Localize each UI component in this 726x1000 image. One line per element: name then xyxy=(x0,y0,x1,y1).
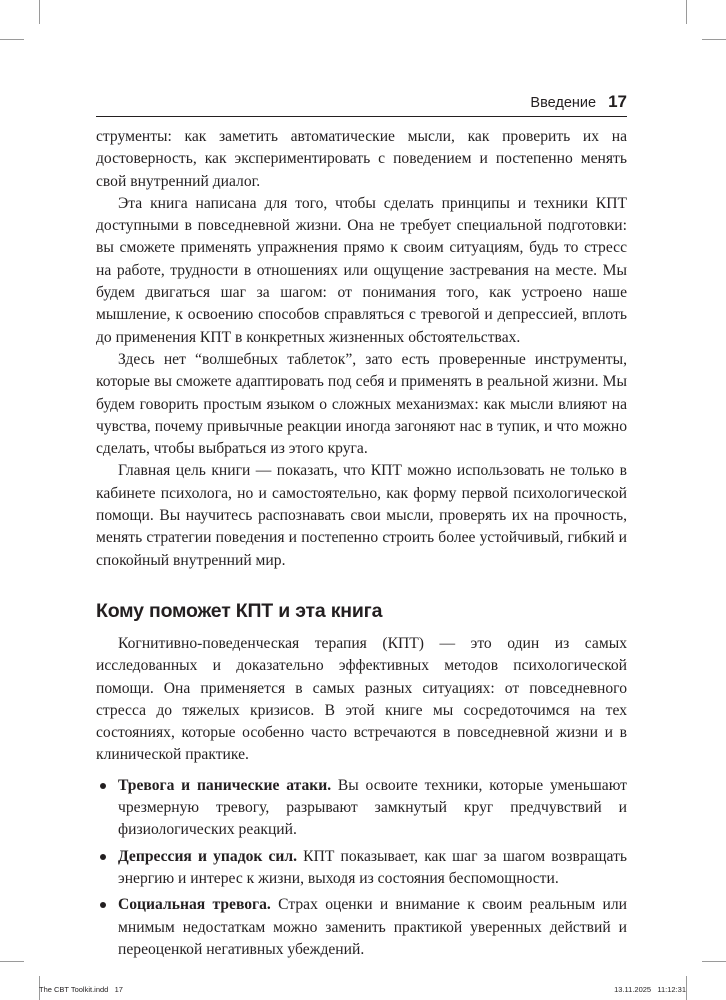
crop-mark xyxy=(686,976,687,1000)
list-item xyxy=(96,846,627,891)
bullet-icon xyxy=(100,783,106,789)
paragraph: струменты: как заметить автоматические мысли, как проверить их на достоверность, как экспериментировать с поведением и постепенно менять свой внутренний диалог. xyxy=(96,128,627,190)
slug-filename: The CBT Toolkit.indd 17 xyxy=(39,985,123,994)
page-number: 17 xyxy=(608,92,627,111)
crop-mark xyxy=(686,0,687,24)
paragraph: Эта книга написана для того, чтобы сделать принципы и техники КПТ доступными в повседневной жизни. Она не требует специальной подготовки: вы сможете применять упражнения прямо к своим ситуациям, будь то стресс на работе, трудности в отношениях или ощущение застревания на месте. Мы будем двигаться шаг за шагом: от понимания того, как устроено наше мышление, к освоению способов справляться с тревогой и депрессией, вплоть до применения КПТ в конкретных жизненных обстоятельствах. xyxy=(96,194,627,346)
list-item-term: Социальная тревога. xyxy=(118,896,271,914)
running-head-section: Введение xyxy=(530,95,597,111)
crop-mark xyxy=(0,961,24,962)
list-item xyxy=(96,775,627,842)
list-item-term: Депрессия и упадок сил. xyxy=(118,847,298,865)
crop-mark xyxy=(702,39,726,40)
bullet-icon xyxy=(100,902,106,908)
slug-timestamp: 13.11.2025 11:12:31 xyxy=(614,985,686,994)
running-head xyxy=(96,92,627,112)
section-heading: Кому поможет КПТ и эта книга xyxy=(96,599,383,622)
header-rule xyxy=(96,116,627,117)
paragraph: Здесь нет “волшебных таблеток”, зато есть проверенные инструменты, которые вы сможете адаптировать под себя и применять в реальной жизни. Мы будем говорить простым языком о сложных механизмах: как мысли влияют на чувства, почему привычные реакции иногда загоняют нас в тупик, и что можно сделать, чтобы выбраться из этого круга. xyxy=(96,350,627,458)
list-item xyxy=(96,894,627,961)
section-intro: Когнитивно-поведенческая терапия (КПТ) — это один из самых исследованных и доказательно эффективных методов психологической помощи. Она применяется в самых разных ситуациях: от повседневного стресса до тяжелых кризисов. В этой книге мы сосредоточимся на тех состояниях, которые особенно часто встречаются в повседневной жизни и в клинической практике. xyxy=(96,634,627,764)
crop-mark xyxy=(702,961,726,962)
bullet-list xyxy=(96,775,627,961)
page-body xyxy=(96,126,627,965)
bullet-icon xyxy=(100,854,106,860)
paragraph: Главная цель книги — показать, что КПТ можно использовать не только в кабинете психолога, но и самостоятельно, как форму первой психологической помощи. Вы научитесь распознавать свои мысли, проверять их на прочность, менять стратегии поведения и постепенно строить более устойчивый, гибкий и спокойный внутренний мир. xyxy=(96,462,627,569)
list-item-text: Страх оценки и внимание к своим реальным или мнимым недостаткам можно заменить практикой уверенных действий и переоценкой негативных убеждений. xyxy=(118,896,627,958)
list-item-term: Тревога и панические атаки. xyxy=(118,776,332,794)
list-item-text: Вы освоите техники, которые уменьшают чрезмерную тревогу, разрывают замкнутый круг предчувствий и физиологических реакций. xyxy=(118,776,627,839)
crop-mark xyxy=(0,39,24,40)
list-item-text: КПТ показывает, как шаг за шагом возвращать энергию и интерес к жизни, выходя из состояния беспомощности. xyxy=(118,847,627,887)
crop-mark xyxy=(39,0,40,24)
